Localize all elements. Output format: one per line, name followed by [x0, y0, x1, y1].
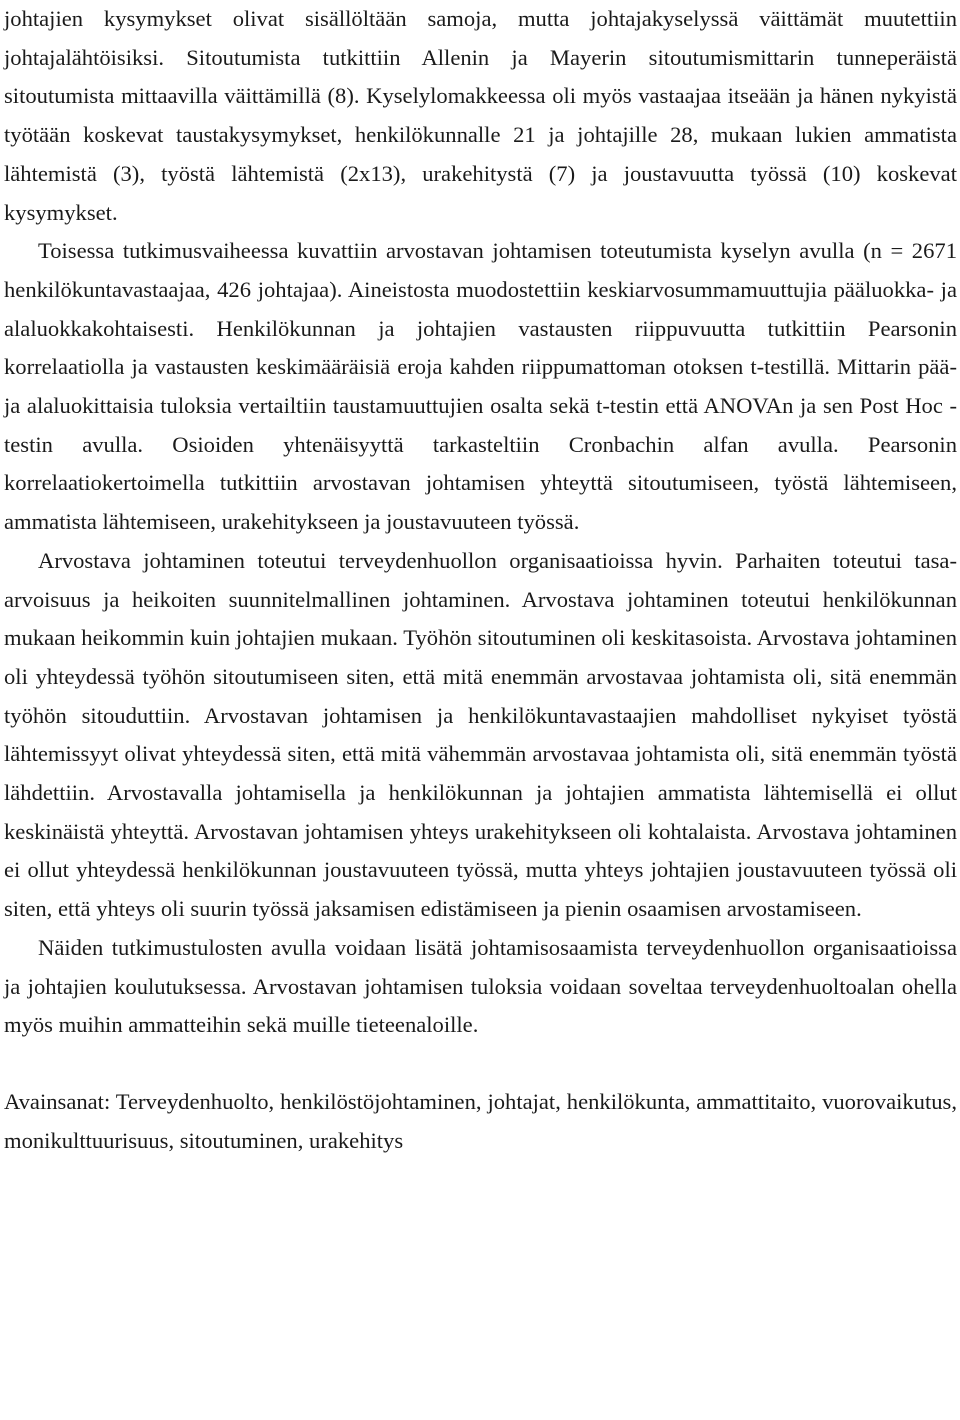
sentence: Henkilökunnan ja johtajien vastausten riippuvuutta tutkittiin Pearsonin korrelaatiolla ja vastausten keskimääräisiä eroja kahden riippumattoman otoksen t-testillä. — [4, 315, 957, 380]
sentence: Arvostavan johtamisen tuloksia voidaan soveltaa terveydenhuoltoalan ohella myös muihin ammatteihin sekä muille tieteenaloille. — [4, 973, 958, 1038]
sentence: Aineistosta muodostettiin keskiarvosummamuuttujia pääluokka- ja alaluokkakohtaisesti. — [4, 276, 957, 341]
sentence: Työhön sitoutuminen oli keskitasoista. — [403, 625, 753, 651]
sentence: Toisessa tutkimusvaiheessa kuvattiin arvostavan johtamisen toteutumista kyselyn avulla (n = 2671 henkilökuntavastaajaa, 426 johtajaa). — [4, 238, 957, 302]
sentence: Sitoutumista tutkittiin Allenin ja Mayerin sitoutumismittarin tunneperäistä sitoutumista mittaavilla väittämillä (8). — [4, 44, 957, 109]
sentence: Arvostava johtaminen ei ollut yhteydessä henkilökunnan joustavuuteen työssä, mutta yhteys johtajien joustavuuteen työssä oli siten, että yhteys oli suurin työssä jaksamisen edistämiseen ja pienin osaamisen arvostamiseen. — [4, 818, 958, 922]
sentence: Pearsonin korrelaatiokertoimella tutkittiin arvostavan johtamisen yhteyttä sitoutumiseen, työstä lähtemiseen, ammatista lähtemiseen, urakehitykseen ja joustavuuteen työssä. — [4, 431, 957, 535]
sentence: Arvostava johtaminen toteutui henkilökunnan mukaan heikommin kuin johtajien mukaan. — [4, 586, 957, 651]
keywords-label: Avainsanat: — [4, 1088, 111, 1114]
sentence: Arvostavalla johtamisella ja henkilökunnan ja johtajien ammatista lähtemisellä ei ollut keskinäistä yhteyttä. — [4, 780, 957, 844]
sentence: Kyselylomakkeessa oli myös vastaajaa itseään ja hänen nykyistä työtään koskevat taustakysymykset, henkilökunnalle 21 ja johtajille 28, mukaan lukien ammatista lähtemistä (3), työstä lähtemistä (2x13), urakehitystä (7) ja joustavuutta työssä (10) koskevat kysymykset. — [4, 83, 957, 225]
sentence: Näiden tutkimustulosten avulla voidaan lisätä johtamisosaamista terveydenhuollon organisaatioissa ja johtajien koulutuksessa. — [4, 934, 957, 999]
sentence: Arvostavan johtamisen ja henkilökuntavastaajien mahdolliset nykyiset työstä lähtemissyyt olivat yhteydessä siten, että mitä vähemmän arvostavaa johtamista oli, sitä enemmän työstä lähdettiin. — [4, 702, 958, 806]
sentence: Osioiden yhtenäisyyttä tarkasteltiin Cronbachin alfan avulla. — [172, 431, 839, 457]
sentence: Parhaiten toteutui tasa-arvoisuus ja heikoiten suunnitelmallinen johtaminen. — [4, 547, 957, 612]
paragraph-methods-survey — [4, 0, 957, 232]
paragraph-methods-analysis — [4, 232, 957, 542]
keywords-text: Terveydenhuolto, henkilöstöjohtaminen, johtajat, henkilökunta, ammattitaito, vuorovaikutus, monikulttuurisuus, sitoutuminen, urakehitys — [4, 1088, 957, 1153]
paragraph-conclusions — [4, 929, 957, 1045]
keywords — [4, 1083, 957, 1160]
paragraph-results — [4, 542, 957, 929]
sentence: Arvostavan johtamisen yhteys urakehitykseen oli kohtalaista. — [193, 818, 752, 844]
sentence: johtajien kysymykset olivat sisällöltään samoja, mutta johtajakyselyssä väittämät muutettiin johtajalähtöisiksi. — [4, 6, 957, 70]
sentence: Mittarin pää- ja alaluokittaisia tuloksia vertailtiin taustamuuttujien osalta sekä t-testin että ANOVAn ja sen Post Hoc -testin avulla. — [4, 354, 957, 457]
sentence: Arvostava johtaminen toteutui terveydenhuollon organisaatioissa hyvin. — [38, 547, 723, 573]
sentence: Arvostava johtaminen oli yhteydessä työhön sitoutumiseen siten, että mitä enemmän arvostavaa johtamista oli, sitä enemmän työhön sitouduttiin. — [4, 625, 957, 728]
